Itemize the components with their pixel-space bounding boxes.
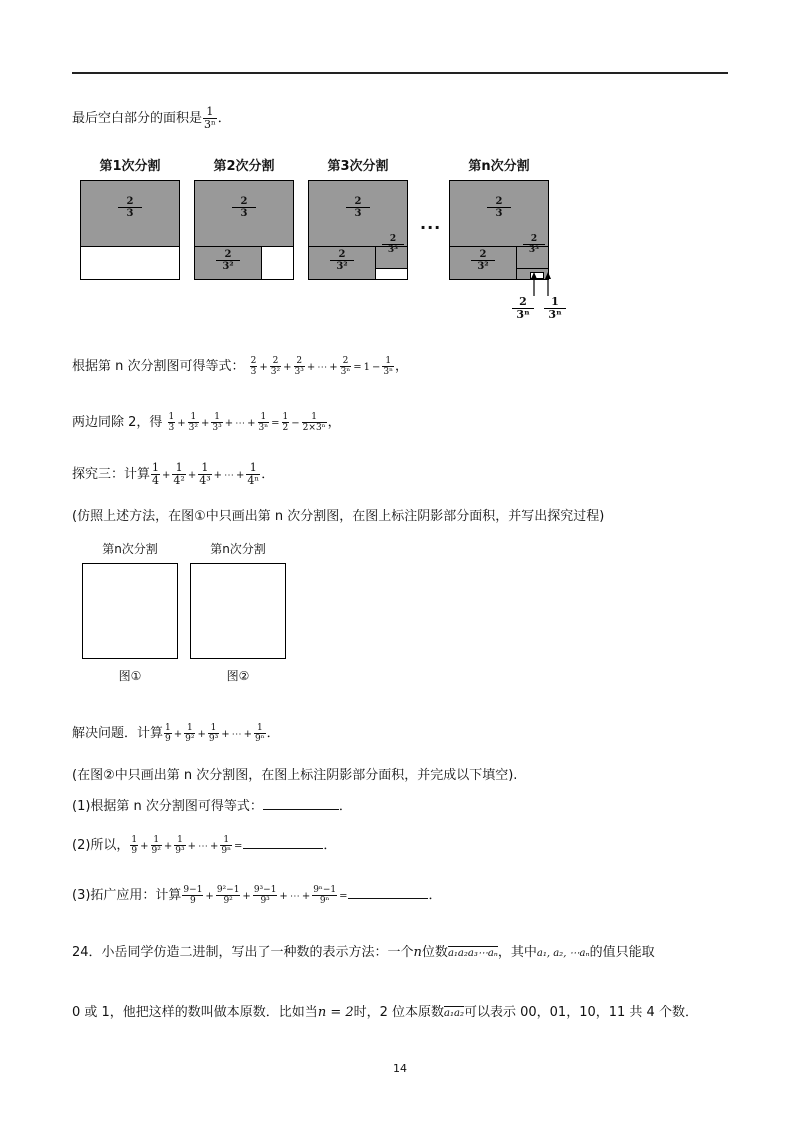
equation-2: 两边同除 2，得 $\frac{1}{3}$ + $\frac{1}{\text{3²}}$ + $\frac{1}{\text{3³}}$ + ⋯ + $\frac{1}{\text{3ⁿ}}$ = $\frac{1}{2}$ − $\frac{1}{\text{2×3ⁿ}}$ ，	[72, 412, 341, 433]
term: $\frac{1}{\text{3ⁿ}}$	[258, 412, 269, 433]
region-label: 2 3³	[523, 234, 545, 255]
term: $\frac{1}{\text{2×3ⁿ}}$	[302, 412, 326, 433]
term: $\frac{1}{9}$	[131, 835, 138, 856]
term: $\frac{1}{\text{9³}}$	[175, 835, 185, 856]
term: $\frac{1}{9}$	[165, 723, 171, 744]
header-rule	[72, 72, 728, 74]
page-number: 14	[393, 1062, 407, 1075]
term: $\frac{\text{9ⁿ−1}}{\text{9ⁿ}}$	[313, 885, 337, 906]
term: $\frac{1}{\text{4²}}$	[173, 461, 185, 487]
region-label: 2 3²	[216, 249, 240, 272]
problem-24-line-1: 24．小岳同学仿造二进制，写出了一种数的表示方法：一个n位数a₁a₂a₃⋯aₙ，其中a₁, a₂, ⋯aₙ的值只能取	[72, 945, 655, 960]
region-label: 2 3	[346, 196, 370, 219]
answer-blank-1[interactable]	[263, 797, 339, 810]
equation-1-label: 根据第 n 次分割图可得等式：	[72, 359, 245, 374]
term: $\frac{1}{\text{9²}}$	[185, 723, 195, 744]
region-label: 2 3	[487, 196, 511, 219]
term: $\frac{9-1}{9}$	[183, 885, 203, 906]
intro-line: 最后空白部分的面积是 $\frac{1}{\text{3ⁿ}}$ ．	[72, 105, 231, 131]
equation-2-label: 两边同除 2，得	[72, 415, 163, 430]
question-1: (1)根据第 n 次分割图可得等式： ．	[72, 799, 352, 814]
figure-1-box[interactable]	[82, 563, 178, 659]
split-title-1: 第1次分割	[99, 159, 161, 174]
term: $\frac{1}{\text{9ⁿ}}$	[221, 835, 232, 856]
term: $\frac{1}{\text{4ⁿ}}$	[247, 461, 260, 487]
term: $\frac{1}{\text{3ⁿ}}$	[383, 356, 394, 377]
intro-fraction: $\frac{1}{\text{3ⁿ}}$	[204, 105, 216, 131]
term: $\frac{1}{2}$	[282, 412, 289, 433]
figure-2-box[interactable]	[190, 563, 286, 659]
question-3: (3)拓广应用：计算 $\frac{9-1}{9}$ + $\frac{\text{9²−1}}{\text{9²}}$ + $\frac{\text{9³−1}}{\text{9³}}$ + ⋯ + $\frac{\text{9ⁿ−1}}{\text{9ⁿ}}$ = ．	[72, 885, 442, 906]
ellipsis: ···	[420, 218, 442, 237]
figure-2-label: 图②	[226, 669, 250, 683]
term: $\frac{1}{\text{9²}}$	[151, 835, 161, 856]
split-title-3: 第3次分割	[327, 159, 389, 174]
problem-24-line-2: 0 或 1，他把这样的数叫做本原数．比如当n = 2时，2 位本原数a₁a₂可以表示 00，01，10，11 共 4 个数．	[72, 1005, 698, 1020]
term: $\frac{1}{\text{3²}}$	[188, 412, 199, 433]
arrows	[520, 270, 560, 298]
region-label: 2 3²	[471, 249, 495, 272]
answer-blank-2[interactable]	[243, 836, 323, 849]
arrow-label-1-3n: 1 3ⁿ	[544, 296, 566, 321]
region-label: 2 3	[232, 196, 256, 219]
instruction-2: (在图②中只画出第 n 次分割图，在图上标注阴影部分面积，并完成以下填空).	[72, 768, 518, 783]
solve-label: 解决问题．计算	[72, 726, 164, 741]
term: $\frac{1}{\text{3³}}$	[212, 412, 222, 433]
region-label: 2 3²	[330, 249, 354, 272]
question-2: (2)所以， $\frac{1}{9}$ + $\frac{1}{\text{9²}}$ + $\frac{1}{\text{9³}}$ + ⋯ + $\frac{1}{\text{9ⁿ}}$ = ．	[72, 835, 337, 856]
term: $\frac{2}{\text{3³}}$	[294, 356, 304, 377]
figure-1-title: 第n次分割	[102, 542, 158, 556]
intro-text: 最后空白部分的面积是	[72, 111, 203, 126]
solve-problem: 解决问题．计算 $\frac{1}{9}$ + $\frac{1}{\text{9²}}$ + $\frac{1}{\text{9³}}$ + ⋯ + $\frac{1}{\text{9ⁿ}}$ ．	[72, 723, 280, 744]
problem-24-text: 24．小岳同学仿造二进制，写出了一种数的表示方法：一个	[72, 945, 414, 960]
term: $\frac{2}{3}$	[250, 356, 257, 377]
question-3-label: (3)拓广应用：计算	[72, 888, 182, 903]
explore-3: 探究三：计算 $\frac{1}{4}$ + $\frac{1}{\text{4²}}$ + $\frac{1}{\text{4³}}$ + ⋯ + $\frac{1}{\text{4ⁿ}}$ ．	[72, 461, 275, 487]
term: $\frac{1}{4}$	[152, 461, 160, 487]
arrow-label-2-3n: 2 3ⁿ	[512, 296, 534, 321]
two-digit-notation: a₁a₂	[444, 1008, 464, 1019]
term: $\frac{1}{3}$	[168, 412, 175, 433]
region-label: 2 3	[118, 196, 142, 219]
figure-2-title: 第n次分割	[210, 542, 266, 556]
question-2-label: (2)所以，	[72, 838, 130, 853]
term: $\frac{2}{\text{3²}}$	[270, 356, 281, 377]
split-title-2: 第2次分割	[213, 159, 275, 174]
figure-1-label: 图①	[118, 669, 142, 683]
term: $\frac{1}{\text{4³}}$	[199, 461, 211, 487]
term: $\frac{\text{9²−1}}{\text{9²}}$	[216, 885, 240, 906]
equation-1: 根据第 n 次分割图可得等式： $\frac{2}{3}$ + $\frac{2}{\text{3²}}$ + $\frac{2}{\text{3³}}$ + ⋯ + $\frac{2}{\text{3ⁿ}}$ = 1 − $\frac{1}{\text{3ⁿ}}$ ，	[72, 356, 409, 377]
term: $\frac{1}{\text{9ⁿ}}$	[255, 723, 265, 744]
split-title-n: 第n次分割	[468, 159, 530, 174]
explore-3-label: 探究三：计算	[72, 467, 151, 482]
instruction-1: (仿照上述方法，在图①中只画出第 n 次分割图，在图上标注阴影部分面积，并写出探究过程)	[72, 509, 605, 524]
answer-blank-3[interactable]	[348, 886, 428, 899]
term: $\frac{\text{9³−1}}{\text{9³}}$	[253, 885, 277, 906]
term: $\frac{1}{\text{9³}}$	[208, 723, 219, 744]
term: $\frac{2}{\text{3ⁿ}}$	[340, 356, 351, 377]
number-notation: a₁a₂a₃⋯aₙ	[447, 948, 498, 959]
question-1-label: (1)根据第 n 次分割图可得等式：	[72, 799, 263, 814]
region-label: 2 3³	[382, 234, 404, 255]
